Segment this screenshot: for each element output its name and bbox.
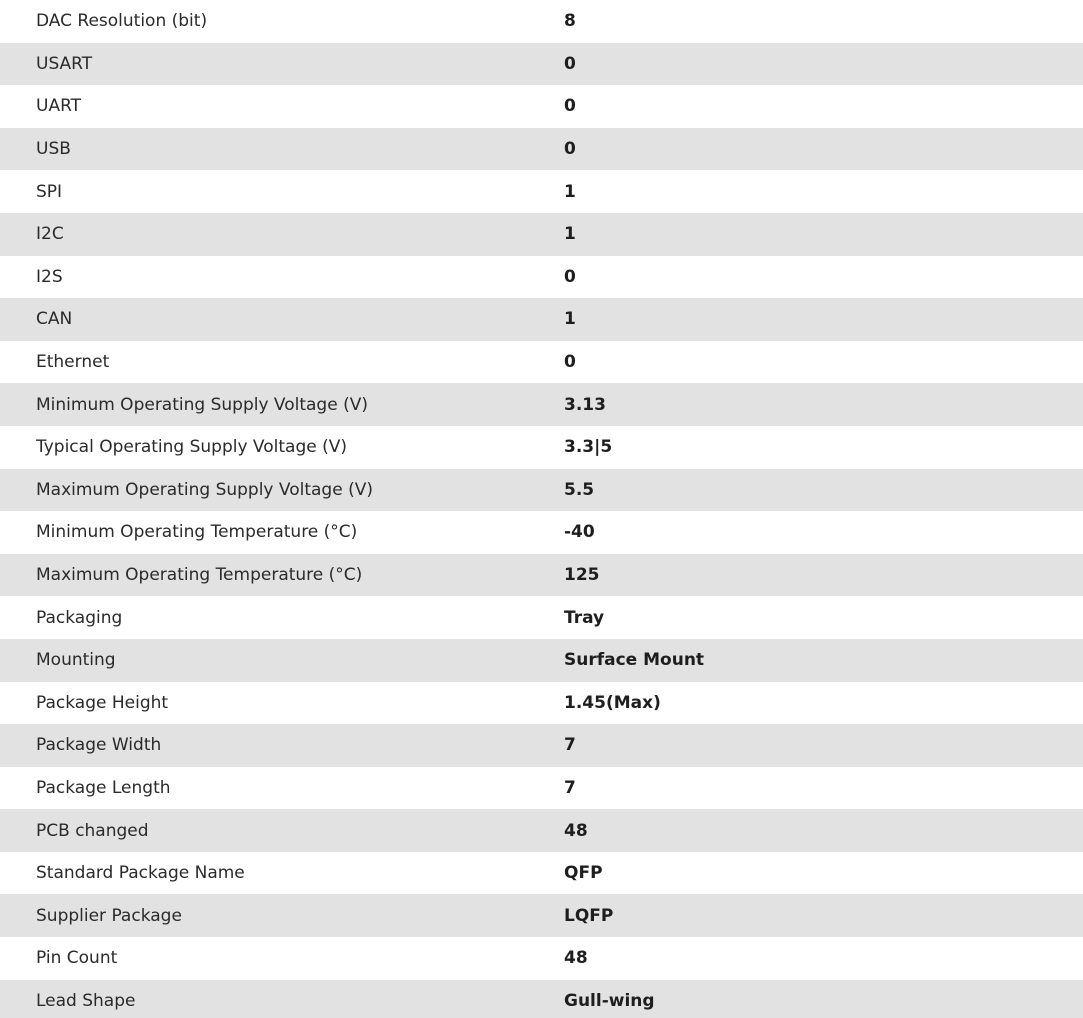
table-row (0, 682, 1083, 725)
spec-value: 7 (564, 777, 576, 798)
spec-value: 0 (564, 43, 1083, 86)
spec-label: Packaging (36, 607, 123, 628)
spec-value: 5.5 (564, 469, 1083, 512)
spec-label: Minimum Operating Temperature (°C) (36, 522, 358, 543)
table-row (0, 341, 1083, 384)
spec-value: Surface Mount (564, 639, 1083, 682)
table-row (0, 426, 1083, 469)
spec-value: 48 (564, 948, 588, 969)
spec-value: 48 (564, 809, 1083, 852)
table-row (0, 596, 1083, 639)
spec-value: LQFP (564, 894, 1083, 937)
table-row (0, 894, 1083, 937)
spec-value: QFP (564, 863, 603, 884)
spec-value: Tray (564, 607, 605, 628)
spec-label: PCB changed (0, 809, 564, 852)
table-row (0, 213, 1083, 256)
spec-label: Package Length (36, 777, 171, 798)
spec-label: Maximum Operating Supply Voltage (V) (0, 469, 564, 512)
spec-value: 8 (564, 11, 576, 32)
spec-label: Ethernet (36, 352, 110, 373)
spec-label: Maximum Operating Temperature (°C) (0, 554, 564, 597)
spec-label: CAN (0, 298, 564, 341)
table-row (0, 469, 1083, 512)
table-row (0, 43, 1083, 86)
spec-label: Package Height (36, 692, 169, 713)
spec-label: Supplier Package (0, 894, 564, 937)
table-row (0, 809, 1083, 852)
spec-value: 125 (564, 554, 1083, 597)
spec-value: Gull-wing (564, 980, 1083, 1018)
table-row (0, 128, 1083, 171)
spec-label: Mounting (0, 639, 564, 682)
spec-label: USART (0, 43, 564, 86)
table-row (0, 937, 1083, 980)
spec-value: 3.13 (564, 383, 1083, 426)
spec-label: Typical Operating Supply Voltage (V) (36, 437, 347, 458)
spec-label: Package Width (0, 724, 564, 767)
table-row (0, 256, 1083, 299)
spec-value: 1 (564, 298, 1083, 341)
table-row (0, 767, 1083, 810)
table-row (0, 85, 1083, 128)
spec-value: 3.3|5 (564, 437, 613, 458)
spec-value: 0 (564, 352, 576, 373)
table-row (0, 298, 1083, 341)
spec-value: 0 (564, 96, 576, 117)
spec-label: Pin Count (36, 948, 118, 969)
table-row (0, 0, 1083, 43)
spec-value: 0 (564, 128, 1083, 171)
spec-value: 1 (564, 213, 1083, 256)
spec-value: 1.45(Max) (564, 692, 661, 713)
spec-value: 7 (564, 724, 1083, 767)
table-row (0, 383, 1083, 426)
table-row (0, 980, 1083, 1018)
spec-label: SPI (36, 181, 63, 202)
table-row (0, 170, 1083, 213)
spec-label: Lead Shape (0, 980, 564, 1018)
spec-label: I2C (0, 213, 564, 256)
spec-label: DAC Resolution (bit) (36, 11, 208, 32)
spec-label: Standard Package Name (36, 863, 245, 884)
spec-label: UART (36, 96, 82, 117)
table-row (0, 852, 1083, 895)
table-row (0, 724, 1083, 767)
spec-label: Minimum Operating Supply Voltage (V) (0, 383, 564, 426)
spec-value: 1 (564, 181, 576, 202)
spec-label: I2S (36, 266, 63, 287)
spec-value: 0 (564, 266, 576, 287)
table-row (0, 554, 1083, 597)
spec-value: -40 (564, 522, 595, 543)
table-row (0, 639, 1083, 682)
spec-label: USB (0, 128, 564, 171)
table-row (0, 511, 1083, 554)
